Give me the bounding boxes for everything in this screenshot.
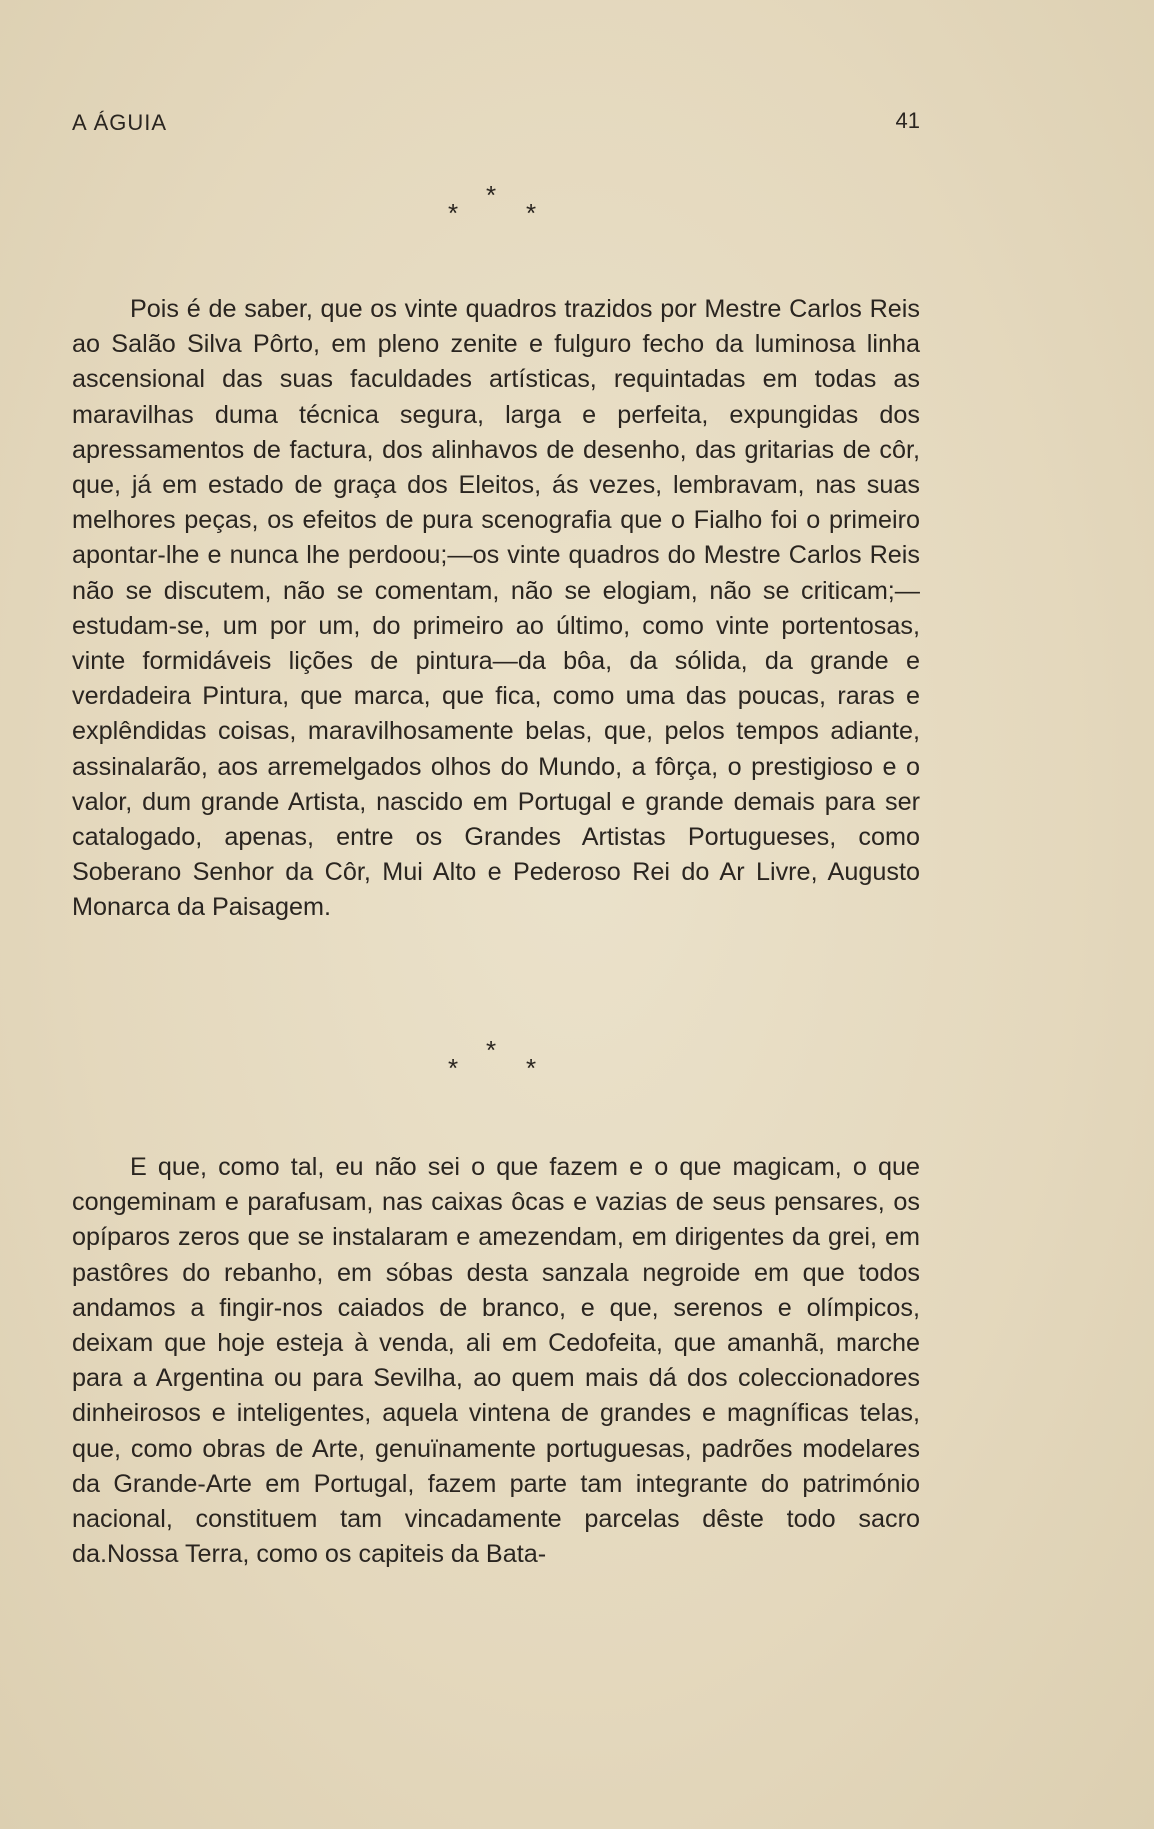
asterisk-right: * — [526, 198, 537, 228]
asterisk-left: * — [448, 1053, 459, 1083]
asterism-separator — [430, 180, 560, 230]
running-head: A ÁGUIA — [72, 110, 168, 135]
page-number: 41 — [895, 108, 920, 133]
paragraph-carlos-reis: Pois é de saber, que os vinte quadros trazidos por Mestre Carlos Reis ao Salão Silva Pôrto, em pleno zenite e fulguro fecho da luminosa linha ascensional das suas faculdades artísticas, requintadas em todas as maravilhas duma técnica segura, larga e perfeita, expungidas dos apressamentos de factura, dos alinhavos de desenho, das gritarias de côr, que, já em estado de graça dos Eleitos, ás vezes, lembravam, nas suas melhores peças, os efeitos de pura scenografia que o Fialho foi o primeiro apontar-lhe e nunca lhe perdoou;—os vinte quadros do Mestre Carlos Reis não se discutem, não se comentam, não se elogiam, não se criticam;—estudam-se, um por um, do primeiro ao último, como vinte portentosas, vinte formidáveis lições de pintura—da bôa, da sólida, da grande e verdadeira Pintura, que marca, que fica, como uma das poucas, raras e explêndidas coisas, maravilhosamente belas, que, pelos tempos adiante, assinalarão, aos arremelgados olhos do Mundo, a fôrça, o prestigioso e o valor, dum grande Artista, nascido em Portugal e grande demais para ser catalogado, apenas, entre os Grandes Artistas Portugueses, como Soberano Senhor da Côr, Mui Alto e Pederoso Rei do Ar Livre, Augusto Monarca da Paisagem. — [72, 295, 920, 922]
paragraph-venda-cedofeita: E que, como tal, eu não sei o que fazem e o que magicam, o que congeminam e parafusam, nas caixas ôcas e vazias de seus pensares, os opíparos zeros que se instalaram e amezendam, em dirigentes da grei, em pastôres do rebanho, em sóbas desta sanzala negroide em que todos andamos a fingir-nos caiados de branco, e que, serenos e olímpicos, deixam que hoje esteja à venda, ali em Cedofeita, que amanhã, marche para a Argentina ou para Sevilha, ao quem mais dá dos coleccionadores dinheirosos e inteligentes, aquela vintena de grandes e magníficas telas, que, como obras de Arte, genuïnamente portuguesas, padrões modelares da Grande-Arte em Portugal, fazem parte tam integrante do património nacional, constituem tam vincadamente parcelas dêste todo sacro da.Nossa Terra, como os capiteis da Bata- — [72, 1153, 920, 1569]
asterisk-top: * — [486, 180, 497, 210]
asterisk-right: * — [526, 1053, 537, 1083]
asterisk-left: * — [448, 198, 459, 228]
asterisk-top: * — [486, 1035, 497, 1065]
asterism-separator — [430, 1035, 560, 1085]
